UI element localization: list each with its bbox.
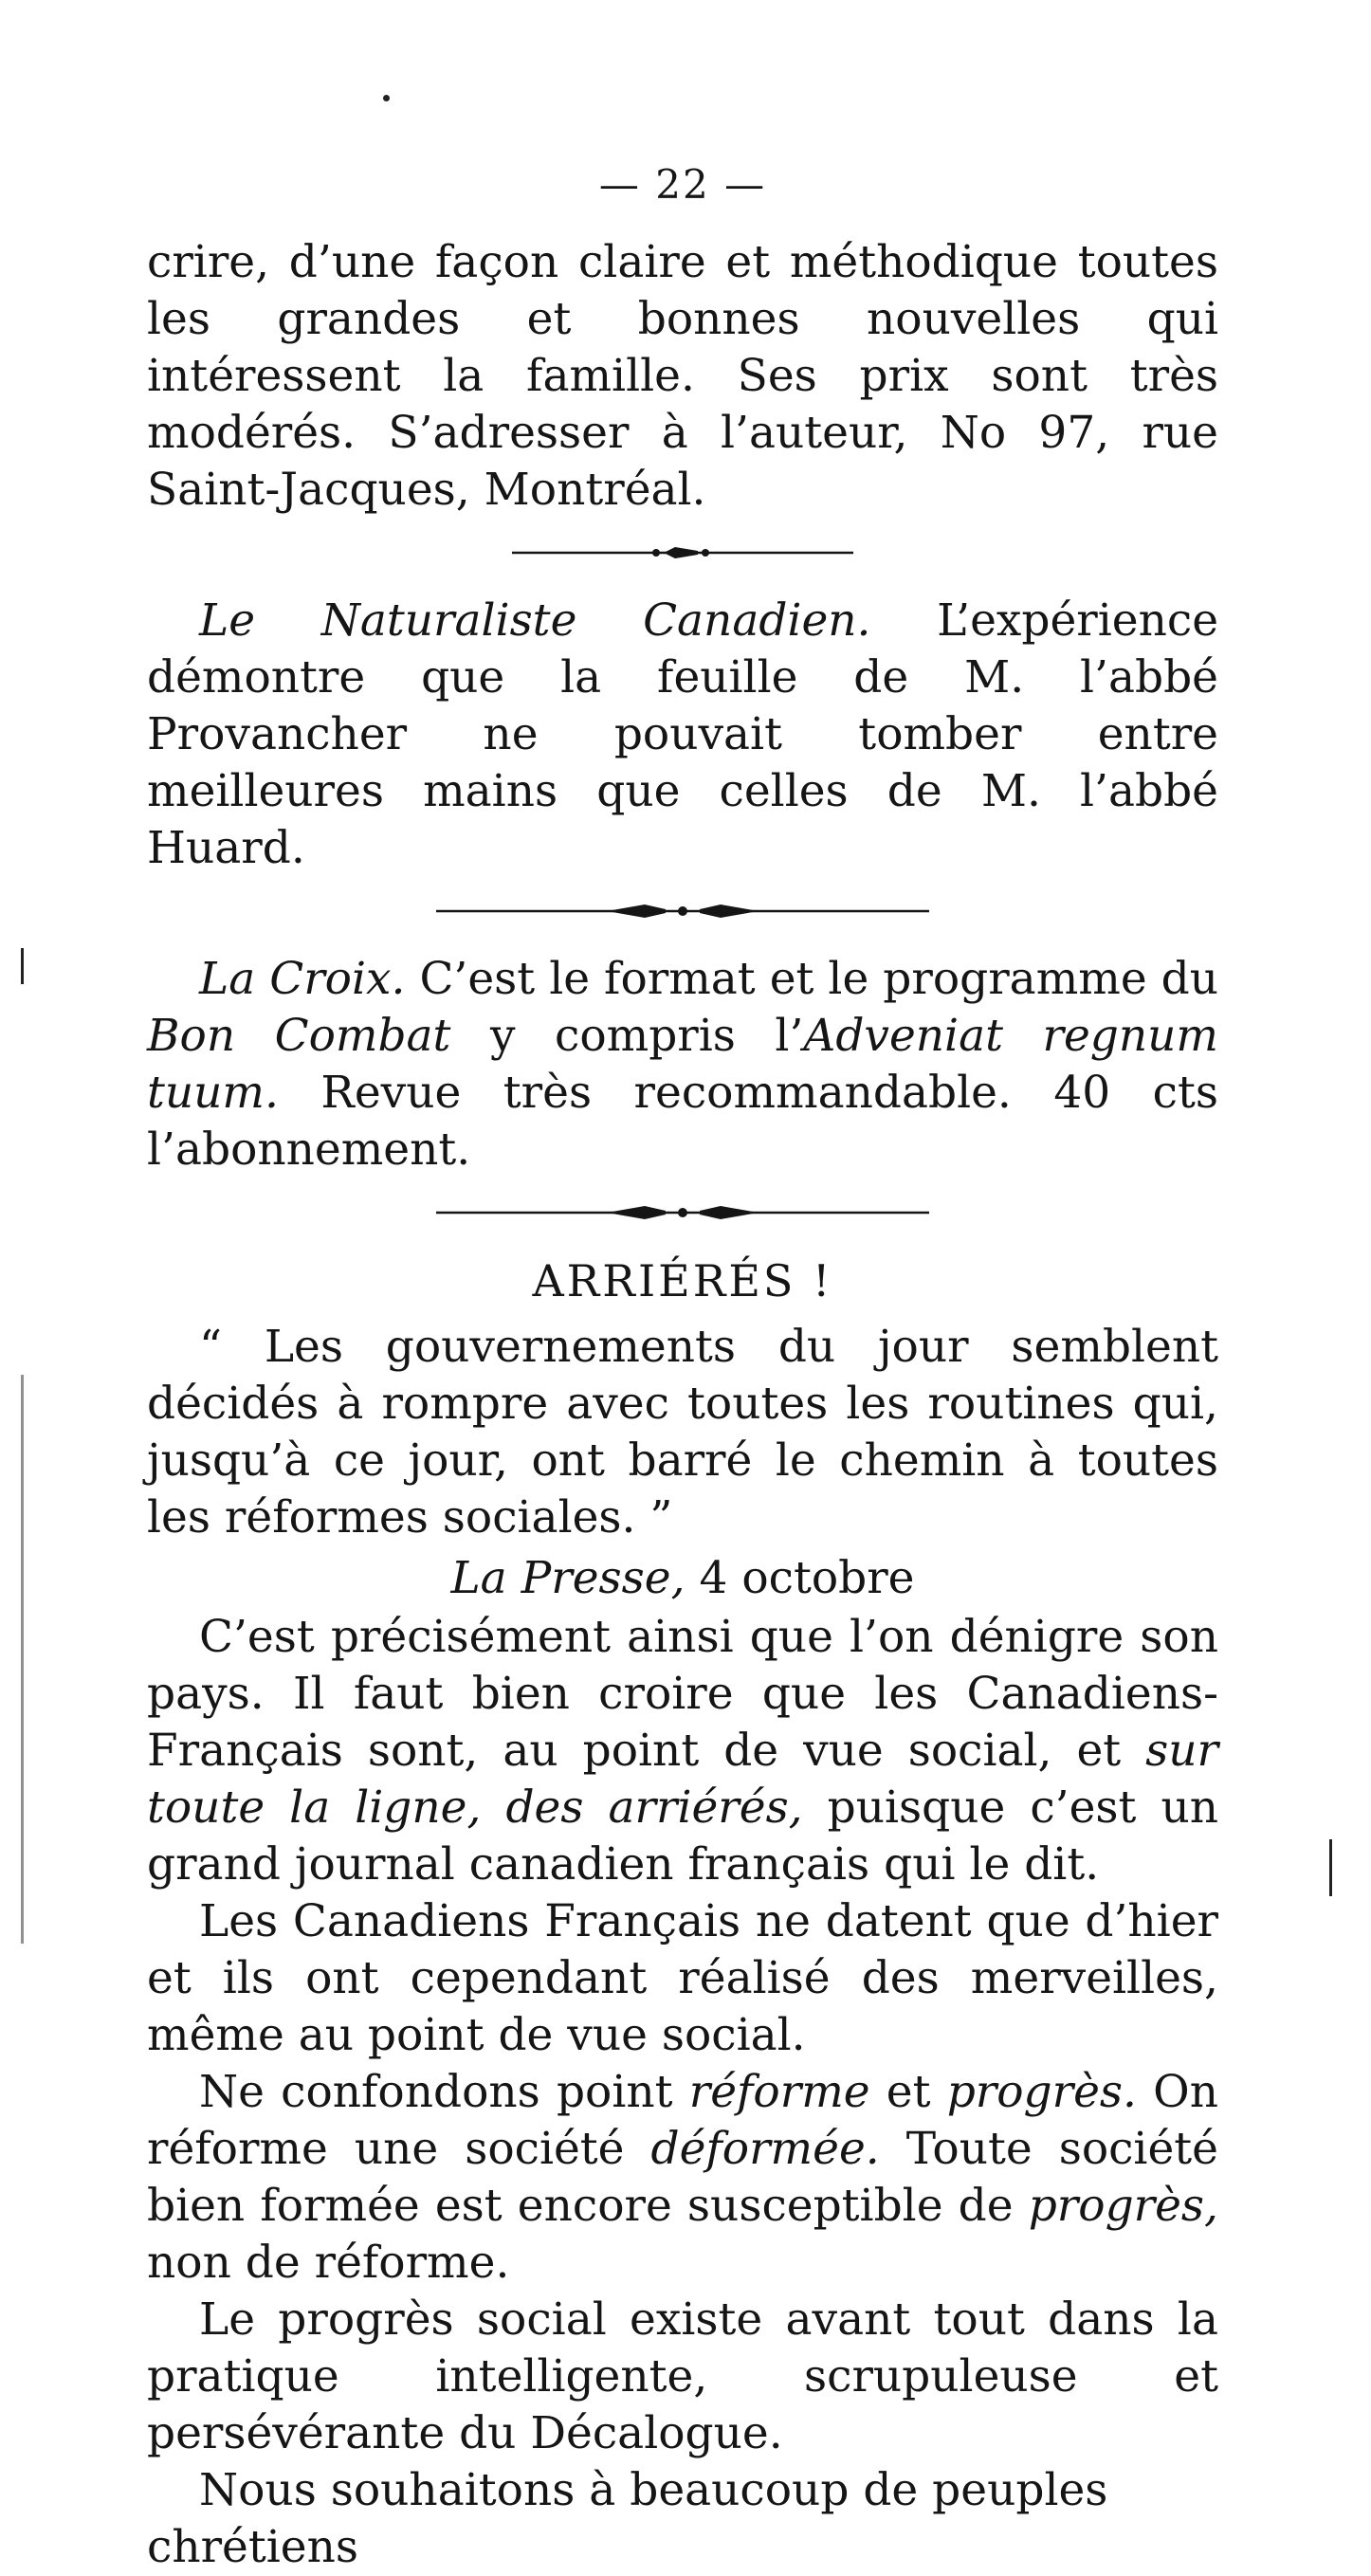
naturaliste-paragraph xyxy=(147,593,1218,877)
p3-emphasis-progres: progrès. xyxy=(946,2066,1137,2118)
p3-text-d: Toute société bien formée est encore susceptible de xyxy=(147,2123,1218,2232)
p3-emphasis-reforme: réforme xyxy=(688,2066,870,2118)
body-paragraph-2: Les Canadiens Français ne datent que d’hier et ils ont cependant réalisé des merveilles, même au point de vue social. xyxy=(147,1895,1218,2061)
croix-text-a: C’est le format et le programme du xyxy=(405,953,1219,1005)
attribution-date: 4 octobre xyxy=(685,1552,915,1604)
body-paragraph-1 xyxy=(147,1609,1218,1893)
croix-paragraph xyxy=(147,951,1218,1178)
section-heading: ARRIÉRÉS ! xyxy=(532,1255,833,1306)
page-content xyxy=(147,161,1218,2576)
ornamental-divider xyxy=(436,904,929,919)
ornamental-divider xyxy=(512,545,853,560)
croix-text-c: Revue très recommandable. 40 cts l’abonnement. xyxy=(147,1067,1218,1176)
p3-text-c: On réforme une société xyxy=(147,2066,1218,2175)
p1-text-a: C’est précisément ainsi que l’on dénigre son pays. Il faut bien croire que les Canadiens-Français sont, au point de vue social, et xyxy=(147,1611,1218,1777)
p3-text-e: non de réforme. xyxy=(147,2237,510,2289)
scan-speck xyxy=(383,95,390,101)
p3-emphasis-deformee: déformée. xyxy=(650,2123,880,2175)
p3-emphasis-progres-2: progrès, xyxy=(1028,2180,1218,2232)
bon-combat-title: Bon Combat xyxy=(147,1010,451,1062)
ornamental-divider xyxy=(436,1205,929,1220)
quote-paragraph: “ Les gouvernements du jour semblent décidés à rompre avec toutes les routines qui, jusqu’à ce jour, ont barré le chemin à toutes les réformes sociales. ” xyxy=(147,1321,1218,1544)
p1-emphasis: sur toute la ligne, des arriérés, xyxy=(147,1725,1218,1834)
intro-paragraph: crire, d’une façon claire et méthodique toutes les grandes et bonnes nouvelles qui intéressent la famille. Ses prix sont très modérés. S’adresser à l’auteur, No 97, rue Saint-Jacques, Montréal. xyxy=(147,236,1218,516)
body-paragraph-5: Nous souhaitons à beaucoup de peuples chrétiens xyxy=(147,2464,1108,2573)
scan-mark xyxy=(21,948,24,984)
scan-mark xyxy=(21,1375,24,1944)
croix-title: La Croix. xyxy=(199,953,406,1005)
p3-text-b: et xyxy=(869,2066,947,2118)
naturaliste-text: L’expérience démontre que la feuille de M. l’abbé Provancher ne pouvait tomber entre meilleures mains que celles de M. l’abbé Huard. xyxy=(147,594,1219,874)
quote-attribution xyxy=(147,1550,1218,1607)
p3-text-a: Ne confondons point xyxy=(199,2066,689,2118)
croix-text-b: y compris l’ xyxy=(450,1010,804,1062)
scan-mark xyxy=(1329,1839,1332,1896)
p1-text-b: puisque c’est un grand journal canadien français qui le dit. xyxy=(147,1781,1219,1891)
page-number: — 22 — xyxy=(598,161,767,208)
attribution-source: La Presse, xyxy=(450,1552,686,1604)
naturaliste-title: Le Naturaliste Canadien. xyxy=(199,594,871,647)
body-paragraph-3 xyxy=(147,2064,1218,2292)
body-paragraph-4: Le progrès social existe avant tout dans la pratique intelligente, scrupuleuse et persévérante du Décalogue. xyxy=(147,2293,1218,2459)
adveniat-phrase: Adveniat regnum tuum. xyxy=(147,1010,1218,1119)
